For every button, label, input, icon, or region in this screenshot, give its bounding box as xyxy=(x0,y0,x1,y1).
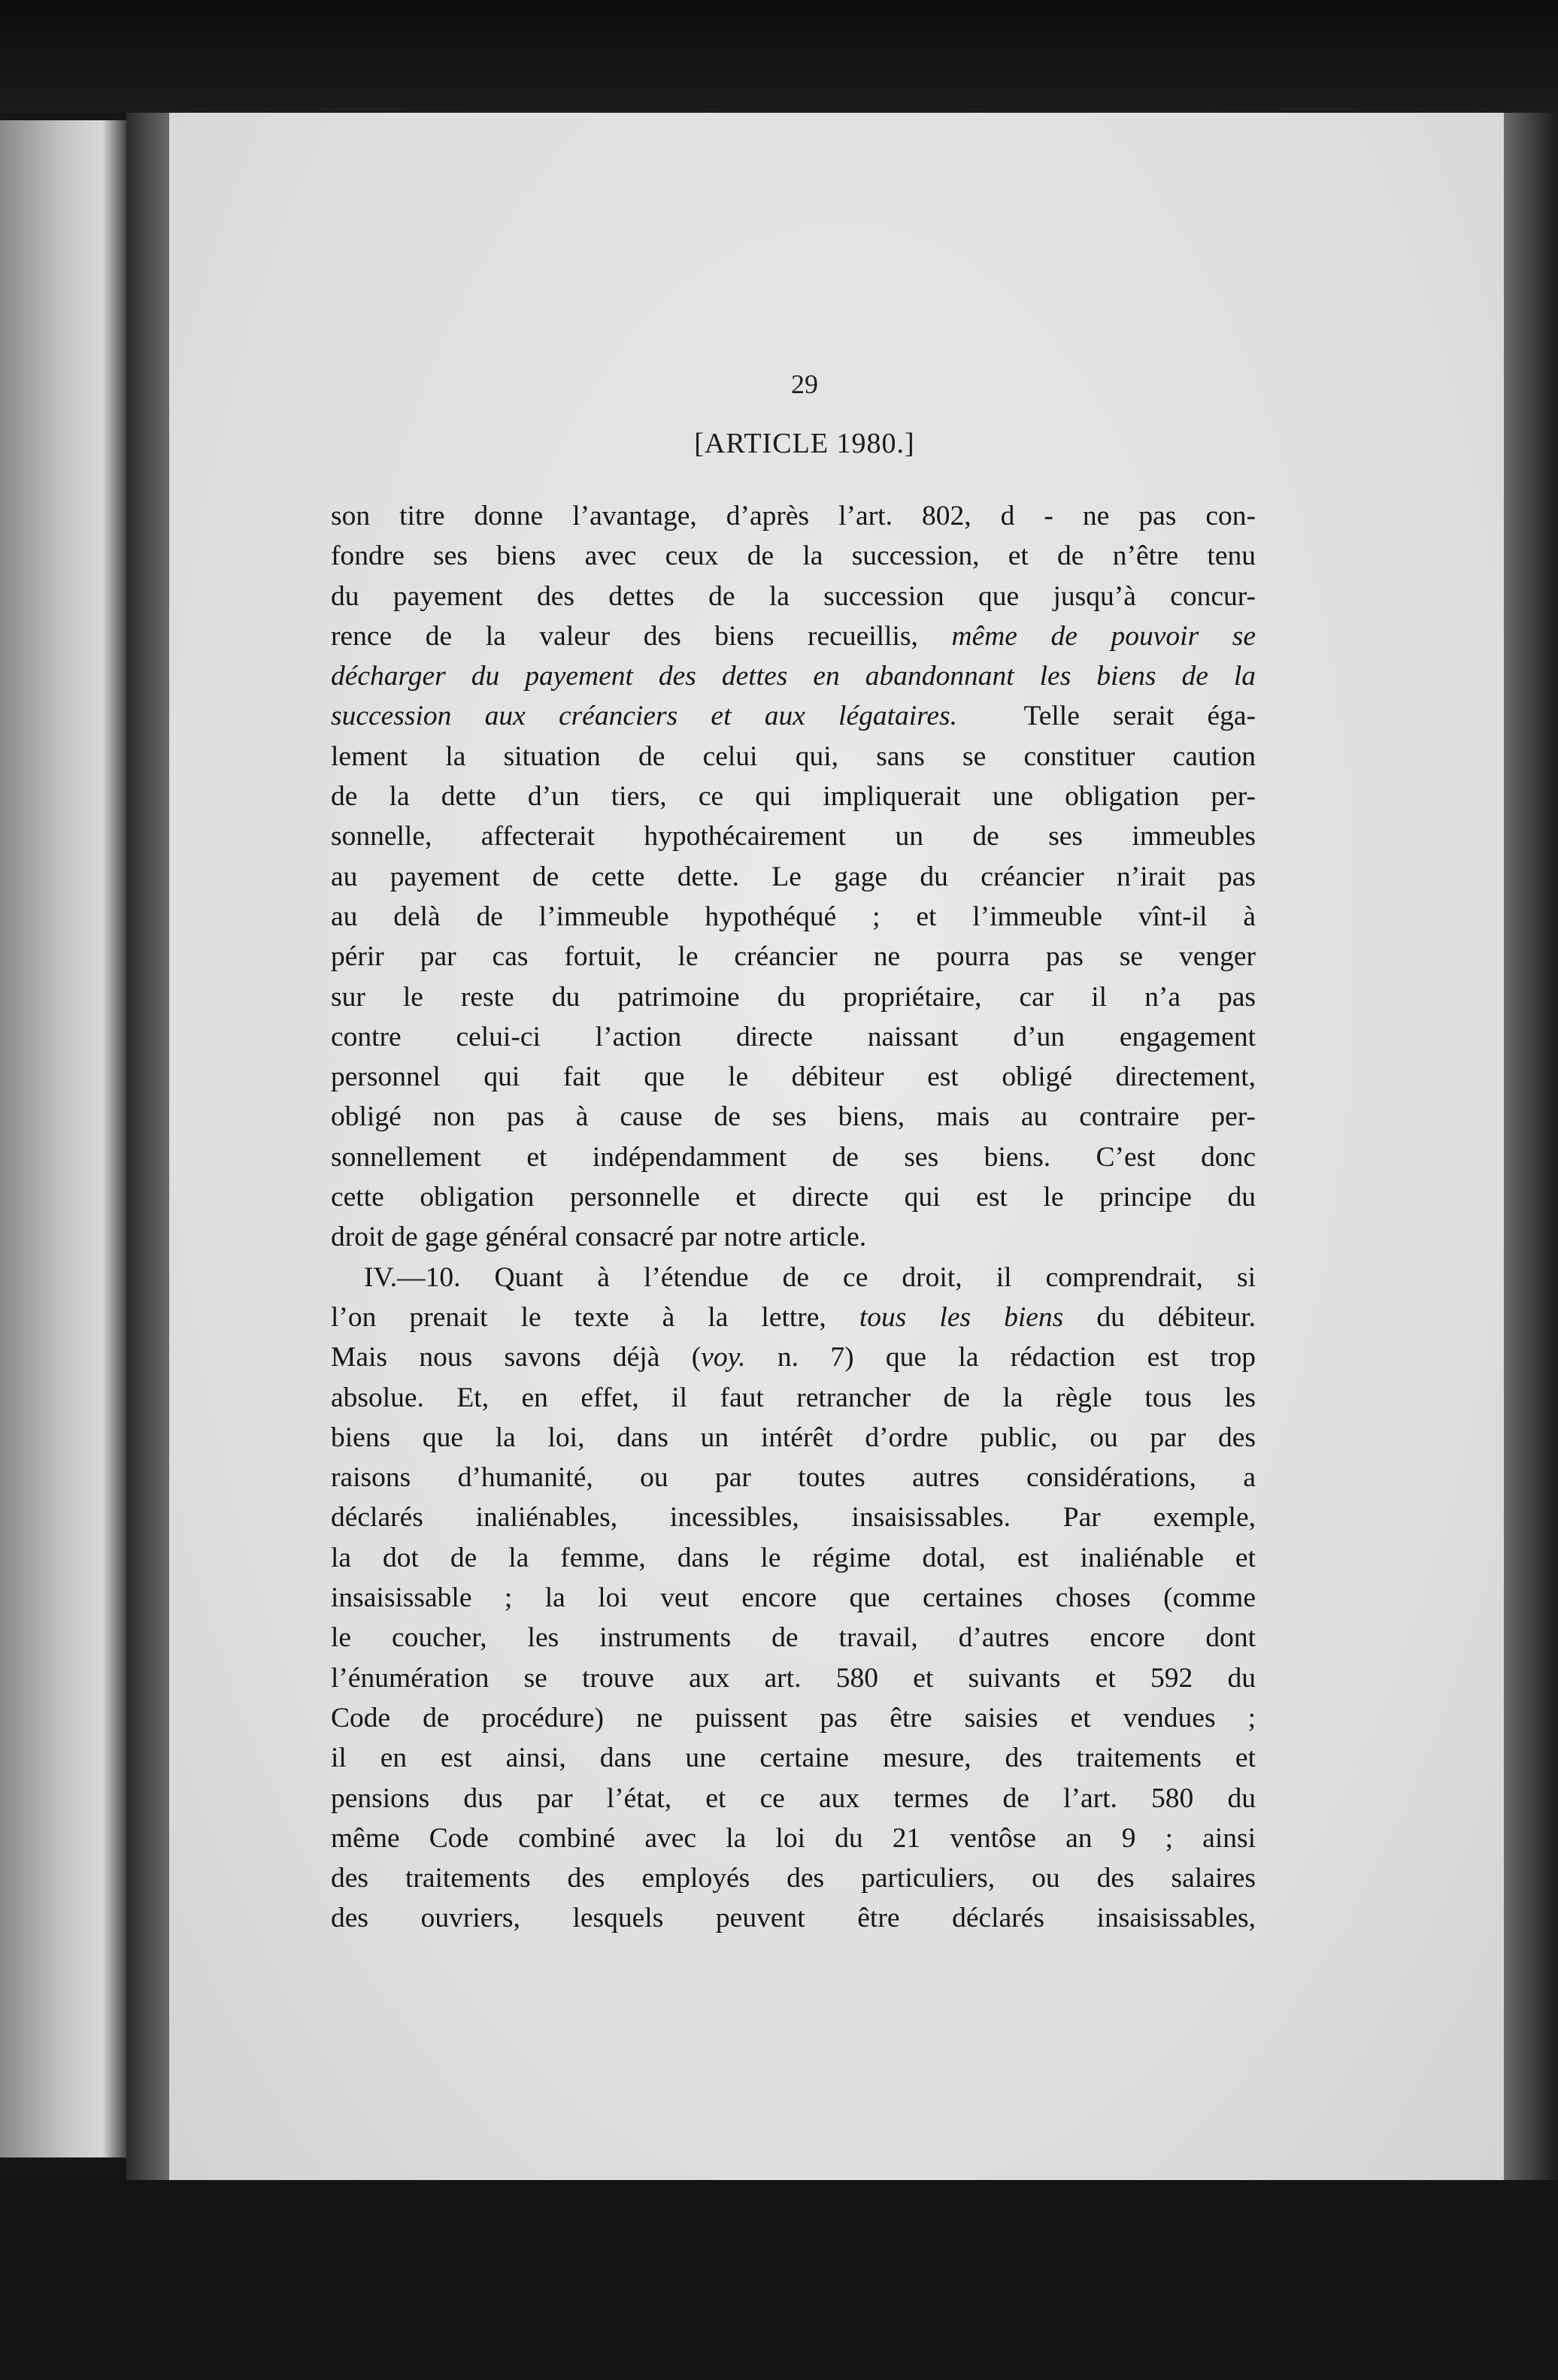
paragraph-start-line: IV.—10. Quant à l’étendue de ce droit, il comprendrait, si xyxy=(364,1261,1256,1293)
text-line: lement la situation de celui qui, sans se constituer caution xyxy=(331,740,1256,772)
text-line: des ouvriers, lesquels peuvent être déclarés insaisissables, xyxy=(331,1903,1256,1934)
text-line: sur le reste du patrimoine du propriétaire, car il n’a pas xyxy=(331,981,1256,1013)
text-line: rence de la valeur des biens recueillis, même de pouvoir se xyxy=(331,620,1256,652)
text-line: obligé non pas à cause de ses biens, mais au contraire per- xyxy=(331,1101,1256,1133)
text-line: de la dette d’un tiers, ce qui impliquerait une obligation per- xyxy=(331,781,1256,813)
text-line: des traitements des employés des particuliers, ou des salaires xyxy=(331,1863,1256,1894)
text-line: cette obligation personnelle et directe qui est le principe du xyxy=(331,1182,1256,1213)
text-line: pensions dus par l’état, et ce aux termes de l’art. 580 du xyxy=(331,1782,1256,1814)
scan-border-right xyxy=(1504,113,1558,2188)
text-line: au delà de l’immeuble hypothéqué ; et l’immeuble vînt-il à xyxy=(331,901,1256,932)
text-line: du payement des dettes de la succession que jusqu’à concur- xyxy=(331,580,1256,612)
text-line: la dot de la femme, dans le régime dotal, est inaliénable et xyxy=(331,1542,1256,1573)
text-line: succession aux créanciers et aux légataires. Telle serait éga- xyxy=(331,701,1256,732)
text-line: insaisissable ; la loi veut encore que certaines choses (comme xyxy=(331,1582,1256,1614)
text-line: le coucher, les instruments de travail, d’autres encore dont xyxy=(331,1622,1256,1654)
text-line: l’énumération se trouve aux art. 580 et suivants et 592 du xyxy=(331,1662,1256,1694)
adjacent-page-edge xyxy=(0,120,128,2157)
text-line: sonnelle, affecterait hypothécairement un de ses immeubles xyxy=(331,821,1256,852)
text-line: au payement de cette dette. Le gage du créancier n’irait pas xyxy=(331,861,1256,892)
text-line: absolue. Et, en effet, il faut retrancher de la règle tous les xyxy=(331,1382,1256,1413)
text-line: fondre ses biens avec ceux de la succession, et de n’être tenu xyxy=(331,540,1256,572)
text-line: son titre donne l’avantage, d’après l’art. 802, d - ne pas con- xyxy=(331,501,1256,531)
text-line: biens que la loi, dans un intérêt d’ordre public, ou par des xyxy=(331,1422,1256,1453)
text-line: périr par cas fortuit, le créancier ne pourra pas se venger xyxy=(331,941,1256,973)
text-line: Code de procédure) ne puissent pas être saisies et vendues ; xyxy=(331,1702,1256,1734)
text-line: même Code combiné avec la loi du 21 ventôse an 9 ; ainsi xyxy=(331,1822,1256,1854)
body-text xyxy=(331,496,1256,1939)
text-line: raisons d’humanité, ou par toutes autres considérations, a xyxy=(331,1462,1256,1494)
text-line: Mais nous savons déjà (voy. n. 7) que la rédaction est trop xyxy=(331,1342,1256,1373)
running-head: [ARTICLE 1980.] xyxy=(694,428,915,459)
page-number: 29 xyxy=(791,369,818,399)
text-line: l’on prenait le texte à la lettre, tous les biens du débiteur. xyxy=(331,1301,1256,1333)
text-line: il en est ainsi, dans une certaine mesure, des traitements et xyxy=(331,1743,1256,1774)
text-line: droit de gage général consacré par notre article. xyxy=(331,1222,867,1253)
text-line: personnel qui fait que le débiteur est obligé directement, xyxy=(331,1061,1256,1093)
text-line: déclarés inaliénables, incessibles, insaisissables. Par exemple, xyxy=(331,1502,1256,1534)
text-line: sonnellement et indépendamment de ses biens. C’est donc xyxy=(331,1141,1256,1173)
text-line: contre celui-ci l’action directe naissant d’un engagement xyxy=(331,1021,1256,1052)
text-line: décharger du payement des dettes en abandonnant les biens de la xyxy=(331,661,1256,692)
scan-border-top xyxy=(0,0,1558,113)
scan-border-bottom xyxy=(0,2180,1558,2380)
